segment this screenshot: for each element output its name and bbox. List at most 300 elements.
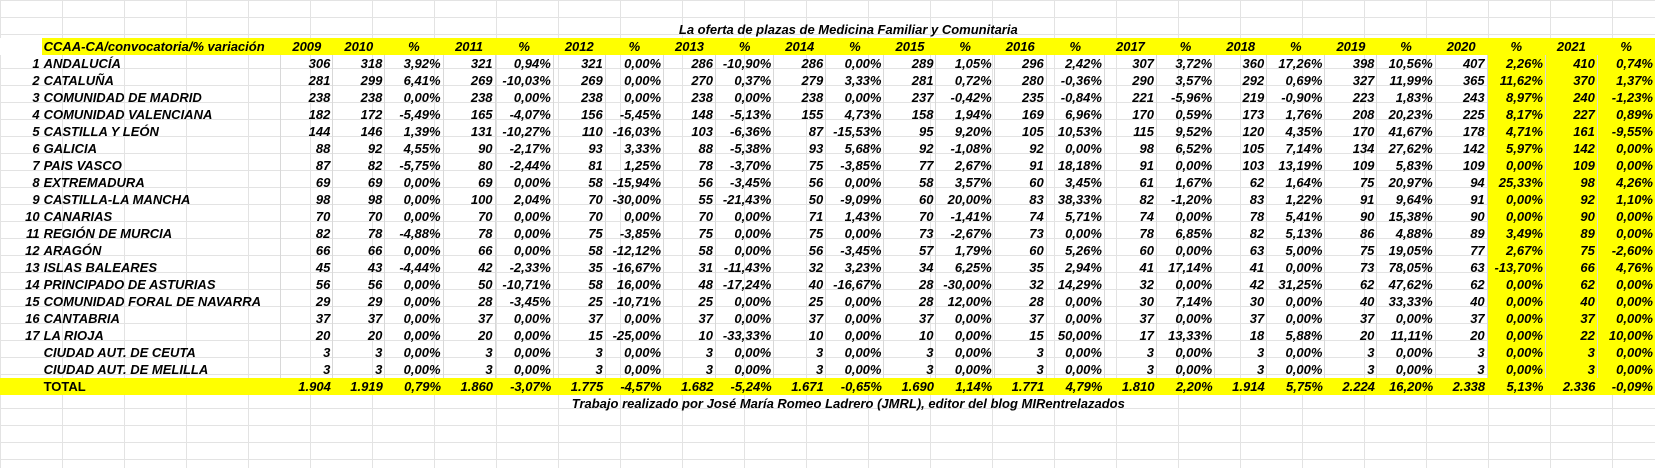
value-cell: 20 xyxy=(1325,327,1377,344)
value-cell: 3 xyxy=(333,344,385,361)
value-cell: 3 xyxy=(1215,361,1267,378)
value-cell: 32 xyxy=(1104,276,1156,293)
header-cell: % xyxy=(1377,38,1435,55)
percent-cell: 0,00% xyxy=(1597,310,1655,327)
percent-cell: 6,96% xyxy=(1046,106,1104,123)
row-index xyxy=(0,344,42,361)
value-cell: 225 xyxy=(1435,106,1487,123)
percent-cell: 0,00% xyxy=(1267,310,1325,327)
percent-cell: 2,04% xyxy=(495,191,553,208)
percent-cell: 0,00% xyxy=(1267,259,1325,276)
percent-cell: 0,00% xyxy=(716,242,774,259)
percent-cell: -3,85% xyxy=(826,157,884,174)
percent-cell: 0,00% xyxy=(1377,344,1435,361)
percent-cell: 0,00% xyxy=(1267,344,1325,361)
header-cell: 2010 xyxy=(333,38,385,55)
value-cell: 103 xyxy=(1215,157,1267,174)
region-name: CATALUÑA xyxy=(43,73,114,88)
percent-cell: 0,00% xyxy=(495,361,553,378)
value-cell: 20 xyxy=(443,327,495,344)
region-name: COMUNIDAD FORAL DE NAVARRA xyxy=(43,294,261,309)
value-cell: 98 xyxy=(1545,174,1597,191)
value-cell: 3 xyxy=(553,361,605,378)
value-cell: 219 xyxy=(1215,89,1267,106)
value-cell: 32 xyxy=(994,276,1046,293)
value-cell: 80 xyxy=(443,157,495,174)
percent-cell: 0,00% xyxy=(826,55,884,72)
value-cell: 58 xyxy=(664,242,716,259)
header-cell: % xyxy=(1156,38,1214,55)
value-cell: 82 xyxy=(1104,191,1156,208)
percent-cell: 5,88% xyxy=(1267,327,1325,344)
row-index: 17 xyxy=(25,328,40,343)
percent-cell: 3,45% xyxy=(1046,174,1104,191)
table-row xyxy=(0,106,1655,123)
value-cell: 37 xyxy=(1325,310,1377,327)
percent-cell: 38,33% xyxy=(1046,191,1104,208)
percent-cell: 0,00% xyxy=(1046,361,1104,378)
value-cell: 18 xyxy=(1215,327,1267,344)
percent-cell: -1,20% xyxy=(1156,191,1214,208)
percent-cell: 0,00% xyxy=(1156,344,1214,361)
percent-cell: 0,00% xyxy=(1487,191,1545,208)
percent-cell: -5,38% xyxy=(716,140,774,157)
value-cell: 75 xyxy=(774,225,826,242)
percent-cell: 2,67% xyxy=(936,157,994,174)
percent-cell: 5,41% xyxy=(1267,208,1325,225)
value-cell: 365 xyxy=(1435,72,1487,89)
value-cell: 35 xyxy=(994,259,1046,276)
value-cell: 56 xyxy=(774,174,826,191)
value-cell: 41 xyxy=(1215,259,1267,276)
percent-cell: -5,49% xyxy=(385,106,443,123)
percent-cell: 0,00% xyxy=(1046,140,1104,157)
percent-cell: 0,00% xyxy=(605,310,663,327)
value-cell: 1.671 xyxy=(774,378,826,395)
header-cell: % xyxy=(1046,38,1104,55)
value-cell: 40 xyxy=(1545,293,1597,310)
row-index xyxy=(0,378,42,395)
value-cell: 20 xyxy=(1435,327,1487,344)
value-cell: 3 xyxy=(443,344,495,361)
percent-cell: 0,00% xyxy=(1377,310,1435,327)
value-cell: 40 xyxy=(1435,293,1487,310)
percent-cell: 0,00% xyxy=(826,174,884,191)
percent-cell: -0,84% xyxy=(1046,89,1104,106)
value-cell: 60 xyxy=(884,191,936,208)
value-cell: 10 xyxy=(774,327,826,344)
percent-cell: 0,00% xyxy=(1046,344,1104,361)
percent-cell: 5,97% xyxy=(1487,140,1545,157)
percent-cell: 0,00% xyxy=(1156,208,1214,225)
percent-cell: 9,52% xyxy=(1156,123,1214,140)
value-cell: 28 xyxy=(884,293,936,310)
value-cell: 56 xyxy=(774,242,826,259)
value-cell: 170 xyxy=(1104,106,1156,123)
region-name: EXTREMADURA xyxy=(43,175,145,190)
percent-cell: 1,39% xyxy=(385,123,443,140)
value-cell: 3 xyxy=(994,361,1046,378)
value-cell: 40 xyxy=(774,276,826,293)
percent-cell: 0,74% xyxy=(1597,55,1655,72)
value-cell: 182 xyxy=(281,106,333,123)
percent-cell: 0,00% xyxy=(385,361,443,378)
value-cell: 235 xyxy=(994,89,1046,106)
value-cell: 15 xyxy=(553,327,605,344)
header-cell: % xyxy=(385,38,443,55)
percent-cell: 13,19% xyxy=(1267,157,1325,174)
value-cell: 62 xyxy=(1215,174,1267,191)
value-cell: 70 xyxy=(281,208,333,225)
value-cell: 109 xyxy=(1435,157,1487,174)
value-cell: 66 xyxy=(1545,259,1597,276)
table-row xyxy=(0,174,1655,191)
value-cell: 56 xyxy=(664,174,716,191)
percent-cell: 0,69% xyxy=(1267,72,1325,89)
percent-cell: 0,00% xyxy=(826,89,884,106)
value-cell: 3 xyxy=(774,344,826,361)
row-index: 12 xyxy=(25,243,40,258)
value-cell: 279 xyxy=(774,72,826,89)
value-cell: 62 xyxy=(1325,276,1377,293)
value-cell: 243 xyxy=(1435,89,1487,106)
value-cell: 57 xyxy=(884,242,936,259)
value-cell: 158 xyxy=(884,106,936,123)
value-cell: 42 xyxy=(1215,276,1267,293)
table-row xyxy=(0,361,1655,378)
percent-cell: 0,00% xyxy=(1487,208,1545,225)
value-cell: 88 xyxy=(664,140,716,157)
percent-cell: 1,43% xyxy=(826,208,884,225)
value-cell: 3 xyxy=(1104,344,1156,361)
percent-cell: -10,27% xyxy=(495,123,553,140)
header-cell: 2013 xyxy=(664,38,716,55)
percent-cell: 3,92% xyxy=(385,55,443,72)
percent-cell: 10,00% xyxy=(1597,327,1655,344)
percent-cell: -15,94% xyxy=(605,174,663,191)
percent-cell: 0,00% xyxy=(716,310,774,327)
value-cell: 58 xyxy=(884,174,936,191)
percent-cell: -16,67% xyxy=(605,259,663,276)
percent-cell: 0,00% xyxy=(1156,242,1214,259)
value-cell: 56 xyxy=(333,276,385,293)
percent-cell: 0,72% xyxy=(936,72,994,89)
table-row xyxy=(0,344,1655,361)
header-cell: 2020 xyxy=(1435,38,1487,55)
header-cell: 2021 xyxy=(1545,38,1597,55)
percent-cell: 0,00% xyxy=(1156,361,1214,378)
percent-cell: 31,25% xyxy=(1267,276,1325,293)
region-name: PRINCIPADO DE ASTURIAS xyxy=(43,277,216,292)
value-cell: 66 xyxy=(333,242,385,259)
row-index: 2 xyxy=(32,73,40,88)
percent-cell: 0,00% xyxy=(495,310,553,327)
row-index: 10 xyxy=(25,209,40,224)
percent-cell: 0,00% xyxy=(1377,361,1435,378)
percent-cell: 6,41% xyxy=(385,72,443,89)
percent-cell: 0,00% xyxy=(605,361,663,378)
value-cell: 28 xyxy=(443,293,495,310)
percent-cell: 10,56% xyxy=(1377,55,1435,72)
percent-cell: 15,38% xyxy=(1377,208,1435,225)
value-cell: 238 xyxy=(553,89,605,106)
percent-cell: -0,65% xyxy=(826,378,884,395)
percent-cell: 17,26% xyxy=(1267,55,1325,72)
value-cell: 75 xyxy=(664,225,716,242)
region-name: ARAGÓN xyxy=(43,243,102,258)
value-cell: 1.690 xyxy=(884,378,936,395)
percent-cell: 3,57% xyxy=(1156,72,1214,89)
percent-cell: 0,00% xyxy=(1046,293,1104,310)
percent-cell: 9,64% xyxy=(1377,191,1435,208)
percent-cell: 41,67% xyxy=(1377,123,1435,140)
header-cell: 2011 xyxy=(443,38,495,55)
percent-cell: 0,00% xyxy=(605,208,663,225)
percent-cell: 1,94% xyxy=(936,106,994,123)
value-cell: 105 xyxy=(994,123,1046,140)
value-cell: 307 xyxy=(1104,55,1156,72)
percent-cell: 5,00% xyxy=(1267,242,1325,259)
header-cell: % xyxy=(495,38,553,55)
value-cell: 28 xyxy=(994,293,1046,310)
value-cell: 270 xyxy=(664,72,716,89)
value-cell: 407 xyxy=(1435,55,1487,72)
value-cell: 73 xyxy=(994,225,1046,242)
value-cell: 37 xyxy=(443,310,495,327)
value-cell: 3 xyxy=(1104,361,1156,378)
percent-cell: -1,23% xyxy=(1597,89,1655,106)
row-index: 14 xyxy=(25,277,40,292)
percent-cell: -11,43% xyxy=(716,259,774,276)
percent-cell: 25,33% xyxy=(1487,174,1545,191)
percent-cell: -10,03% xyxy=(495,72,553,89)
header-cell: % xyxy=(1267,38,1325,55)
value-cell: 30 xyxy=(1104,293,1156,310)
footer-credit: Trabajo realizado por José María Romeo Ladrero (JMRL), editor del blog MIRentrelazados xyxy=(571,396,1125,411)
table-row xyxy=(0,259,1655,276)
value-cell: 69 xyxy=(443,174,495,191)
percent-cell: 0,00% xyxy=(1597,208,1655,225)
table-row xyxy=(0,276,1655,293)
value-cell: 3 xyxy=(443,361,495,378)
value-cell: 45 xyxy=(281,259,333,276)
percent-cell: 0,00% xyxy=(826,293,884,310)
value-cell: 161 xyxy=(1545,123,1597,140)
percent-cell: 20,23% xyxy=(1377,106,1435,123)
value-cell: 110 xyxy=(553,123,605,140)
percent-cell: -5,13% xyxy=(716,106,774,123)
value-cell: 62 xyxy=(1435,276,1487,293)
region-name: CIUDAD AUT. DE CEUTA xyxy=(43,345,196,360)
value-cell: 58 xyxy=(553,242,605,259)
percent-cell: -9,55% xyxy=(1597,123,1655,140)
value-cell: 58 xyxy=(553,174,605,191)
value-cell: 318 xyxy=(333,55,385,72)
table-row xyxy=(0,293,1655,310)
value-cell: 15 xyxy=(994,327,1046,344)
percent-cell: 1,79% xyxy=(936,242,994,259)
value-cell: 37 xyxy=(774,310,826,327)
value-cell: 91 xyxy=(1104,157,1156,174)
value-cell: 70 xyxy=(553,191,605,208)
percent-cell: 0,00% xyxy=(936,310,994,327)
value-cell: 83 xyxy=(994,191,1046,208)
percent-cell: 3,33% xyxy=(605,140,663,157)
value-cell: 73 xyxy=(1325,259,1377,276)
value-cell: 70 xyxy=(553,208,605,225)
row-index: 9 xyxy=(32,192,40,207)
total-row xyxy=(0,378,1655,395)
percent-cell: 0,00% xyxy=(605,89,663,106)
percent-cell: -10,71% xyxy=(495,276,553,293)
percent-cell: -21,43% xyxy=(716,191,774,208)
region-name: ANDALUCÍA xyxy=(43,56,121,71)
value-cell: 165 xyxy=(443,106,495,123)
value-cell: 20 xyxy=(281,327,333,344)
percent-cell: 6,52% xyxy=(1156,140,1214,157)
value-cell: 1.771 xyxy=(994,378,1046,395)
value-cell: 3 xyxy=(1215,344,1267,361)
region-name: COMUNIDAD DE MADRID xyxy=(43,90,202,105)
value-cell: 98 xyxy=(281,191,333,208)
value-cell: 172 xyxy=(333,106,385,123)
percent-cell: 17,14% xyxy=(1156,259,1214,276)
region-name: TOTAL xyxy=(42,378,281,395)
percent-cell: -4,57% xyxy=(605,378,663,395)
value-cell: 3 xyxy=(884,344,936,361)
value-cell: 105 xyxy=(1215,140,1267,157)
row-index: 16 xyxy=(25,311,40,326)
value-cell: 134 xyxy=(1325,140,1377,157)
value-cell: 78 xyxy=(443,225,495,242)
value-cell: 296 xyxy=(994,55,1046,72)
value-cell: 71 xyxy=(774,208,826,225)
percent-cell: 0,00% xyxy=(495,225,553,242)
percent-cell: 1,05% xyxy=(936,55,994,72)
percent-cell: 3,57% xyxy=(936,174,994,191)
percent-cell: -9,09% xyxy=(826,191,884,208)
value-cell: 2.224 xyxy=(1325,378,1377,395)
percent-cell: 0,00% xyxy=(385,174,443,191)
value-cell: 90 xyxy=(443,140,495,157)
percent-cell: 0,00% xyxy=(826,327,884,344)
value-cell: 3 xyxy=(1435,344,1487,361)
value-cell: 91 xyxy=(994,157,1046,174)
value-cell: 70 xyxy=(884,208,936,225)
header-cell: 2017 xyxy=(1104,38,1156,55)
table-row xyxy=(0,242,1655,259)
region-name: GALICIA xyxy=(43,141,98,156)
header-cell: 2009 xyxy=(281,38,333,55)
percent-cell: -16,67% xyxy=(826,276,884,293)
percent-cell: 0,00% xyxy=(495,327,553,344)
value-cell: 88 xyxy=(281,140,333,157)
value-cell: 42 xyxy=(443,259,495,276)
percent-cell: 0,00% xyxy=(495,174,553,191)
percent-cell: 0,00% xyxy=(716,293,774,310)
value-cell: 98 xyxy=(333,191,385,208)
percent-cell: 0,00% xyxy=(385,293,443,310)
percent-cell: 1,64% xyxy=(1267,174,1325,191)
value-cell: 37 xyxy=(333,310,385,327)
value-cell: 3 xyxy=(774,361,826,378)
value-cell: 37 xyxy=(553,310,605,327)
row-index: 4 xyxy=(32,107,40,122)
value-cell: 238 xyxy=(774,89,826,106)
percent-cell: 7,14% xyxy=(1156,293,1214,310)
percent-cell: 0,00% xyxy=(826,225,884,242)
row-index xyxy=(0,361,42,378)
value-cell: 91 xyxy=(1435,191,1487,208)
percent-cell: 2,42% xyxy=(1046,55,1104,72)
header-cell: 2016 xyxy=(994,38,1046,55)
percent-cell: 0,00% xyxy=(495,344,553,361)
percent-cell: 0,00% xyxy=(1487,327,1545,344)
percent-cell: 0,37% xyxy=(716,72,774,89)
percent-cell: 0,00% xyxy=(385,344,443,361)
percent-cell: 4,88% xyxy=(1377,225,1435,242)
percent-cell: -17,24% xyxy=(716,276,774,293)
percent-cell: 0,00% xyxy=(385,276,443,293)
value-cell: 40 xyxy=(1325,293,1377,310)
value-cell: 3 xyxy=(281,361,333,378)
value-cell: 240 xyxy=(1545,89,1597,106)
percent-cell: 0,00% xyxy=(385,242,443,259)
value-cell: 74 xyxy=(1104,208,1156,225)
region-name: CASTILLA-LA MANCHA xyxy=(43,192,191,207)
table-row xyxy=(0,191,1655,208)
percent-cell: 0,00% xyxy=(936,344,994,361)
value-cell: 61 xyxy=(1104,174,1156,191)
value-cell: 69 xyxy=(333,174,385,191)
value-cell: 74 xyxy=(994,208,1046,225)
row-index: 15 xyxy=(25,294,40,309)
percent-cell: 0,00% xyxy=(1487,310,1545,327)
table-row xyxy=(0,208,1655,225)
value-cell: 90 xyxy=(1435,208,1487,225)
table-row xyxy=(0,140,1655,157)
value-cell: 238 xyxy=(333,89,385,106)
percent-cell: 0,00% xyxy=(495,208,553,225)
value-cell: 37 xyxy=(1435,310,1487,327)
value-cell: 223 xyxy=(1325,89,1377,106)
percent-cell: 9,20% xyxy=(936,123,994,140)
percent-cell: 0,00% xyxy=(605,55,663,72)
value-cell: 89 xyxy=(1435,225,1487,242)
value-cell: 66 xyxy=(443,242,495,259)
value-cell: 1.919 xyxy=(333,378,385,395)
percent-cell: 0,00% xyxy=(826,310,884,327)
value-cell: 55 xyxy=(664,191,716,208)
percent-cell: 0,00% xyxy=(495,89,553,106)
header-cell: % xyxy=(605,38,663,55)
percent-cell: 0,00% xyxy=(385,89,443,106)
header-cell: 2015 xyxy=(884,38,936,55)
header-cell: 2018 xyxy=(1215,38,1267,55)
value-cell: 327 xyxy=(1325,72,1377,89)
header-cell: % xyxy=(1597,38,1655,55)
percent-cell: 0,00% xyxy=(385,208,443,225)
value-cell: 238 xyxy=(443,89,495,106)
percent-cell: -12,12% xyxy=(605,242,663,259)
value-cell: 60 xyxy=(994,174,1046,191)
percent-cell: 0,00% xyxy=(605,72,663,89)
value-cell: 20 xyxy=(333,327,385,344)
value-cell: 115 xyxy=(1104,123,1156,140)
percent-cell: -5,75% xyxy=(385,157,443,174)
percent-cell: -5,24% xyxy=(716,378,774,395)
value-cell: 25 xyxy=(774,293,826,310)
